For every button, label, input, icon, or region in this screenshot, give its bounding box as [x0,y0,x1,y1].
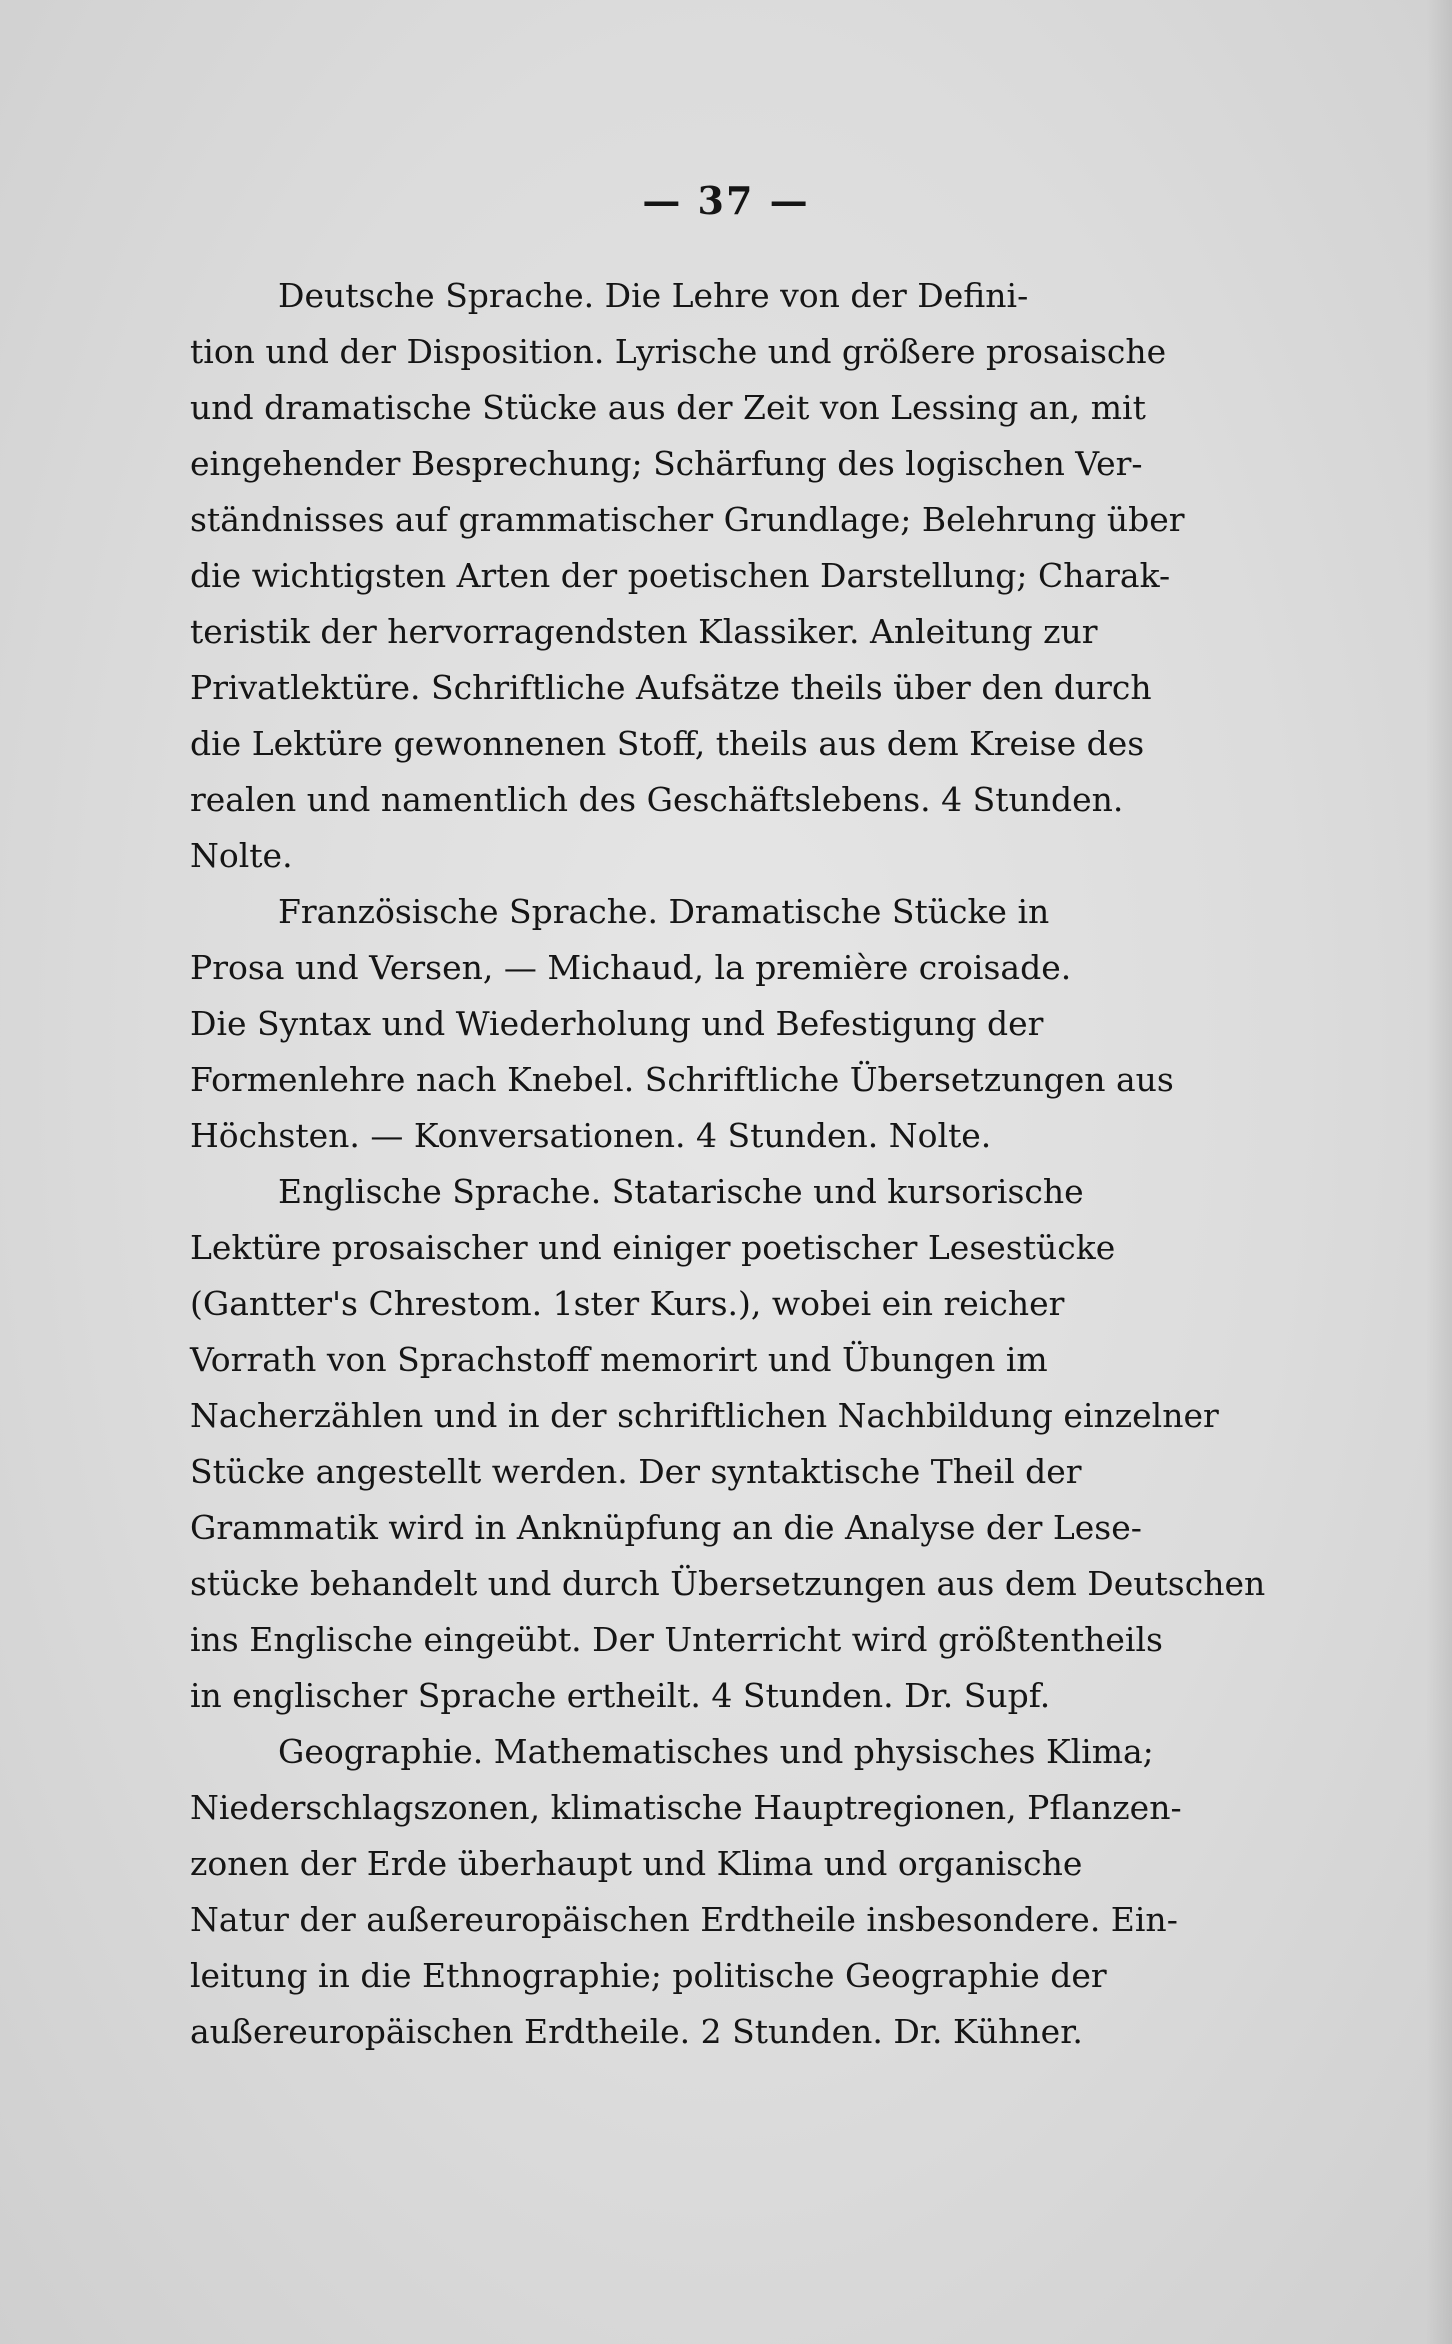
text-line: Vorrath von Sprachstoff memorirt und Übungen im [190,1340,1048,1379]
text-line: Nacherzählen und in der schriftlichen Nachbildung einzelner [190,1396,1219,1435]
text-line: Formenlehre nach Knebel. Schriftliche Übersetzungen aus [190,1060,1174,1099]
text-line: ständnisses auf grammatischer Grundlage; Belehrung über [190,500,1185,539]
body-text [190,268,1266,2060]
text-line: Lektüre prosaischer und einiger poetischer Lesestücke [190,1228,1116,1267]
text-line: Prosa und Versen, — Michaud, la première croisade. [190,948,1072,987]
text-line: zonen der Erde überhaupt und Klima und organische [190,1844,1083,1883]
text-line: Deutsche Sprache. Die Lehre von der Defini- [278,276,1029,315]
text-line: außereuropäischen Erdtheile. 2 Stunden. Dr. Kühner. [190,2012,1083,2051]
text-line: Französische Sprache. Dramatische Stücke in [278,892,1050,931]
paragraph-geographie [190,1724,1240,2060]
text-line: in englischer Sprache ertheilt. 4 Stunden. Dr. Supf. [190,1676,1051,1715]
text-line: teristik der hervorragendsten Klassiker. Anleitung zur [190,612,1098,651]
text-line: leitung in die Ethnographie; politische Geographie der [190,1956,1107,1995]
text-line: Grammatik wird in Anknüpfung an die Analyse der Lese- [190,1508,1142,1547]
text-line: (Gantter's Chrestom. 1ster Kurs.), wobei ein reicher [190,1284,1065,1323]
text-line: ins Englische eingeübt. Der Unterricht wird größtentheils [190,1620,1163,1659]
text-line: realen und namentlich des Geschäftslebens. 4 Stunden. [190,780,1124,819]
text-line: Stücke angestellt werden. Der syntaktische Theil der [190,1452,1082,1491]
text-line: Die Syntax und Wiederholung und Befestigung der [190,1004,1044,1043]
text-line: die Lektüre gewonnenen Stoff, theils aus dem Kreise des [190,724,1145,763]
text-line: tion und der Disposition. Lyrische und größere prosaische [190,332,1167,371]
text-line: die wichtigsten Arten der poetischen Darstellung; Charak- [190,556,1171,595]
text-line: und dramatische Stücke aus der Zeit von Lessing an, mit [190,388,1146,427]
page-number: — 37 — [642,178,810,223]
page-edge-shadow [1426,0,1452,2344]
paragraph-franzoesische-sprache [190,884,1240,1164]
text-line: Niederschlagszonen, klimatische Hauptregionen, Pflanzen- [190,1788,1182,1827]
text-line: Natur der außereuropäischen Erdtheile insbesondere. Ein- [190,1900,1178,1939]
text-line: Englische Sprache. Statarische und kursorische [278,1172,1084,1211]
text-line: stücke behandelt und durch Übersetzungen aus dem Deutschen [190,1564,1266,1603]
paragraph-englische-sprache [190,1164,1266,1724]
paragraph-deutsche-sprache [190,268,1240,884]
text-line: eingehender Besprechung; Schärfung des logischen Ver- [190,444,1143,483]
text-line: Nolte. [190,836,293,875]
text-line: Höchsten. — Konversationen. 4 Stunden. Nolte. [190,1116,992,1155]
text-line: Privatlektüre. Schriftliche Aufsätze theils über den durch [190,668,1152,707]
text-line: Geographie. Mathematisches und physisches Klima; [278,1732,1154,1771]
